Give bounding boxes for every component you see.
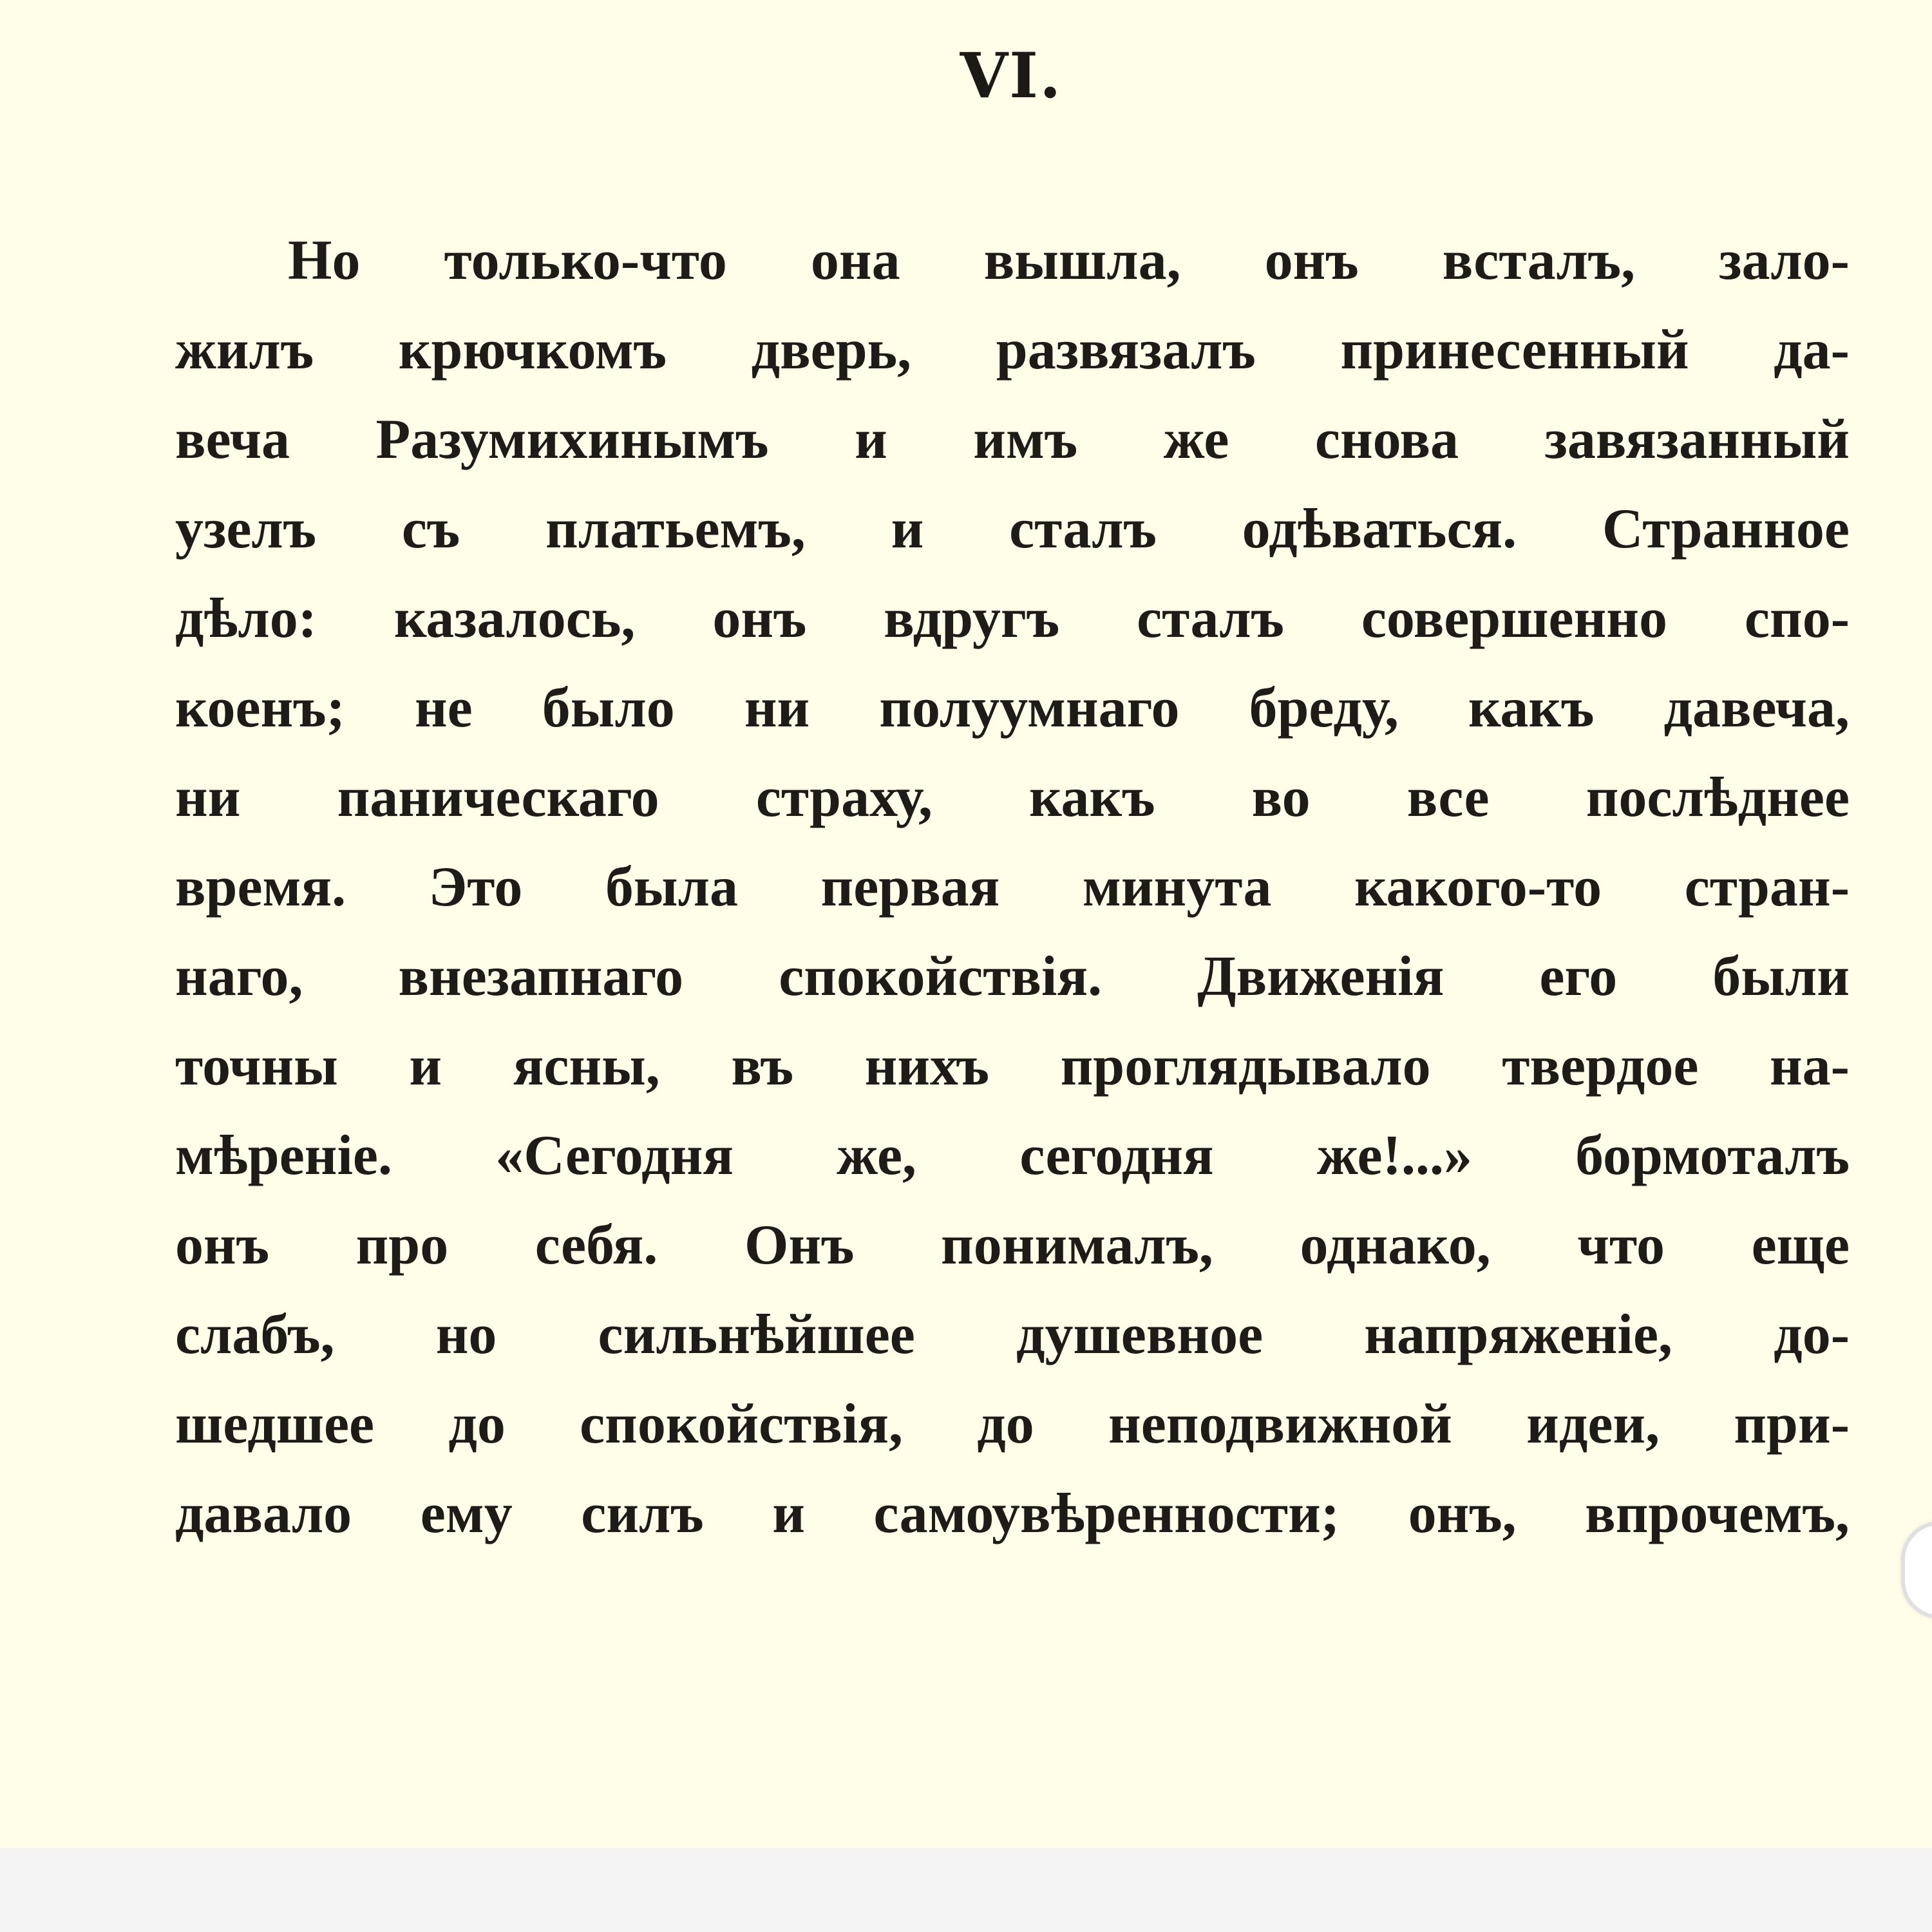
text-line: онъ про себя. Онъ понималъ, однако, что еще	[175, 1214, 1850, 1276]
text-line: ни паническаго страху, какъ во все послѣднее	[175, 766, 1850, 829]
text-line: давало ему силъ и самоувѣренности; онъ, впрочемъ,	[175, 1482, 1850, 1545]
text-line: шедшее до спокойствія, до неподвижной идеи, при-	[175, 1393, 1850, 1455]
body-text	[175, 216, 1850, 1558]
text-line: наго, внезапнаго спокойствія. Движенія его были	[175, 945, 1850, 1008]
text-line: точны и ясны, въ нихъ проглядывало твердое на-	[175, 1035, 1850, 1097]
chapter-heading: VI.	[960, 39, 1063, 112]
text-line: жилъ крючкомъ дверь, развязалъ принесенный да-	[175, 319, 1850, 381]
text-line: мѣреніе. «Сегодня же, сегодня же!...» бормоталъ	[175, 1124, 1850, 1187]
text-line: веча Разумихинымъ и имъ же снова завязанный	[175, 408, 1850, 471]
text-line: коенъ; не было ни полуумнаго бреду, какъ давеча,	[175, 677, 1850, 739]
text-line: слабъ, но сильнѣйшее душевное напряженіе, до-	[175, 1303, 1850, 1366]
text-line: дѣло: казалось, онъ вдругъ сталъ совершенно спо-	[175, 587, 1850, 650]
text-line: время. Это была первая минута какого-то стран-	[175, 856, 1850, 918]
text-line: Но только-что она вышла, онъ всталъ, зало-	[288, 229, 1850, 292]
scroll-handle[interactable]	[1901, 1521, 1932, 1619]
text-line: узелъ съ платьемъ, и сталъ одѣваться. Странное	[175, 498, 1850, 560]
